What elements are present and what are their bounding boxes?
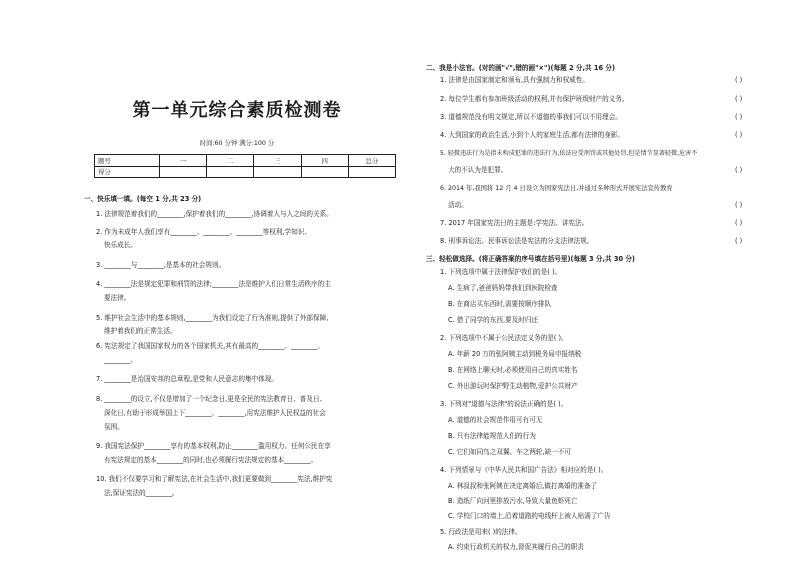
question-line: 10. 我们不仅要学习和了解宪法,在社会生活中,我们更要做到________宪法,维护宪 (96, 475, 333, 483)
choice-question: 3. 下列对"道德与法律"的说法正确的是( )。 (440, 400, 568, 408)
answer-parenthesis[interactable]: ( ) (735, 201, 743, 209)
choice-option: A. 林叔叔和张阿姨在决定离婚后,做打离婚的准备了 (448, 482, 598, 490)
judgement-item: 4. 大到国家的政治生活,小到个人的家庭生活,都有法律的身影。 (440, 131, 625, 139)
choice-question: 2. 下列选项中不属于公民法定义务的是( )。 (440, 334, 568, 342)
section-heading: 三、轻松做选择。(将正确答案的序号填在括号里)(每题 3 分,共 30 分) (426, 255, 635, 263)
question-line: ________。 (104, 356, 137, 364)
judgement-item: 3. 道德规范没有明文规定,所以不道德的事我们可以不用理会。 (440, 113, 622, 121)
section-heading: 二、我是小法官。(对的画"√",错的画"×")(每题 2 分,共 16 分) (426, 64, 615, 72)
judgement-item: 6. 2014 年,我国将 12 月 4 日设立为国家宪法日,并通过多种形式开展宪法宣传教育 (440, 185, 673, 192)
score-table-header-cell: 三 (254, 155, 301, 167)
score-cell[interactable] (254, 166, 301, 178)
question-line: 4. ________法是规定犯罪和刑罚的法律;________法是维护人们日常生活秩序的主 (96, 280, 331, 288)
score-table-header-cell: 二 (207, 155, 254, 167)
judgement-item: 活动。 (448, 201, 468, 209)
question-line: 要法律。 (104, 294, 131, 302)
score-table-row-label: 得分 (95, 166, 160, 178)
score-table-header-cell: 一 (160, 155, 207, 167)
choice-option: B. 在商店买东西时,需要按顺序排队 (448, 300, 552, 308)
question-line: 2. 作为未成年人我们享有________、________、________等权利,学知识、 (96, 228, 311, 236)
choice-question: 5. 行政法是用来( )的法律。 (440, 528, 522, 536)
choice-option: C. 学校门口的墙上,沿着道路的电线杆上被人贴满了广告 (448, 512, 611, 520)
score-table-header-cell: 题号 (95, 155, 160, 167)
question-line: 6. 宪法规定了我国国家权力的各个国家机关,其有最高的________、________、 (96, 342, 325, 350)
judgement-item: 1. 法律是由国家制定和颁布,具有强制力和权威性。 (440, 76, 589, 84)
question-line: 7. ________是治国安邦的总章程,是党和人民意志的集中体现。 (96, 375, 278, 383)
score-table-row (95, 166, 396, 178)
score-cell[interactable] (301, 166, 348, 178)
choice-option: A. 约束行政机关的权力,督促其履行自己的职责 (448, 543, 584, 551)
answer-parenthesis[interactable]: ( ) (735, 113, 743, 121)
choice-option: B. 在网络上聊天时,必须使用自己的真实姓名 (448, 366, 578, 374)
question-line: 5. 维护社会生活中的基本规则,________为我们设定了行为准则,提供了外部保障, (96, 314, 329, 322)
answer-parenthesis[interactable]: ( ) (735, 76, 743, 84)
judgement-item: 8. 刑事诉讼法、民事诉讼法是宪法的分支法律法规。 (440, 237, 594, 245)
question-line: 法,保证宪法的________。 (104, 489, 179, 497)
score-table-header-cell: 总分 (348, 155, 395, 167)
choice-option: A. 道德的社会规范作用可有可无 (448, 416, 543, 424)
choice-option: C. 借了同学的东西,要及时归还 (448, 316, 539, 324)
score-cell[interactable] (160, 166, 207, 178)
score-cell[interactable] (348, 166, 395, 178)
judgement-item: 7. 2017 年国家宪法日的主题是:学宪法、讲宪法。 (440, 219, 589, 227)
choice-question: 1. 下列选项中属于法律保护我们的是( )。 (440, 268, 562, 276)
score-cell[interactable] (207, 166, 254, 178)
question-line: 1. 法律规范着我们的________,保护着我们的________,协调着人与人之间的关系。 (96, 210, 333, 218)
exam-title: 第一单元综合素质检测卷 (132, 100, 342, 121)
choice-option: B. 只有法律能规范人们的行为 (448, 432, 536, 440)
answer-parenthesis[interactable]: ( ) (735, 219, 743, 227)
question-line: 维护着我们的正常生活。 (104, 327, 177, 335)
judgement-item: 5. 轻微违法行为是指未构成犯罪的违法行为,依法应受刑罚或其他处罚,但是情节显著轻微,危害不 (440, 150, 698, 157)
question-line: 深化日,有助于形成举国上下________、________,用宪法维护人民权益的社会 (104, 409, 326, 417)
question-line: 快乐成长。 (104, 241, 137, 249)
choice-option: C. 外出游玩时保护野生动植物,爱护公共财产 (448, 382, 578, 390)
answer-parenthesis[interactable]: ( ) (735, 131, 743, 139)
question-line: 3. ________与________,是基本的社会规则。 (96, 261, 226, 269)
choice-question: 4. 下列情景与《中华人民共和国广告法》相对应的是( )。 (440, 466, 608, 474)
section-heading: 一、快乐填一填。(每空 1 分,共 23 分) (84, 195, 202, 203)
choice-option: A. 生病了,爸爸妈妈带我们到医院检查 (448, 284, 558, 292)
question-line: 氛围。 (104, 423, 124, 431)
score-table-header-row (95, 155, 396, 167)
judgement-item: 大的不认为是犯罪。 (448, 166, 508, 174)
judgement-item: 2. 每位学生都有参加班级活动的权利,并有保护班级财产的义务。 (440, 95, 629, 103)
answer-parenthesis[interactable]: ( ) (735, 95, 743, 103)
choice-option: A. 年薪 20 万的张阿姨主动到税务局申报纳税 (448, 350, 582, 358)
question-line: 有宪法规定的基本________的同时,也必须履行宪法规定的基本________。 (104, 456, 318, 464)
question-line: 8. ________的设立,不仅是增加了一个纪念日,更是全民的宪法教育日、普及日、 (96, 395, 327, 403)
exam-meta: 时间:60 分钟 满分:100 分 (199, 140, 275, 147)
choice-option: C. 它们如同鸟之双翼、车之两轮,缺一不可 (448, 448, 571, 456)
score-table (94, 154, 396, 178)
answer-parenthesis[interactable]: ( ) (735, 237, 743, 245)
question-line: 9. 我国宪法保护________享有的基本权利,防止________滥用权力。任何公民在享 (96, 442, 331, 450)
score-table-header-cell: 四 (301, 155, 348, 167)
choice-option: B. 造纸厂向河里排放污水,导致大量鱼虾死亡 (448, 497, 578, 505)
answer-parenthesis[interactable]: ( ) (735, 166, 743, 174)
